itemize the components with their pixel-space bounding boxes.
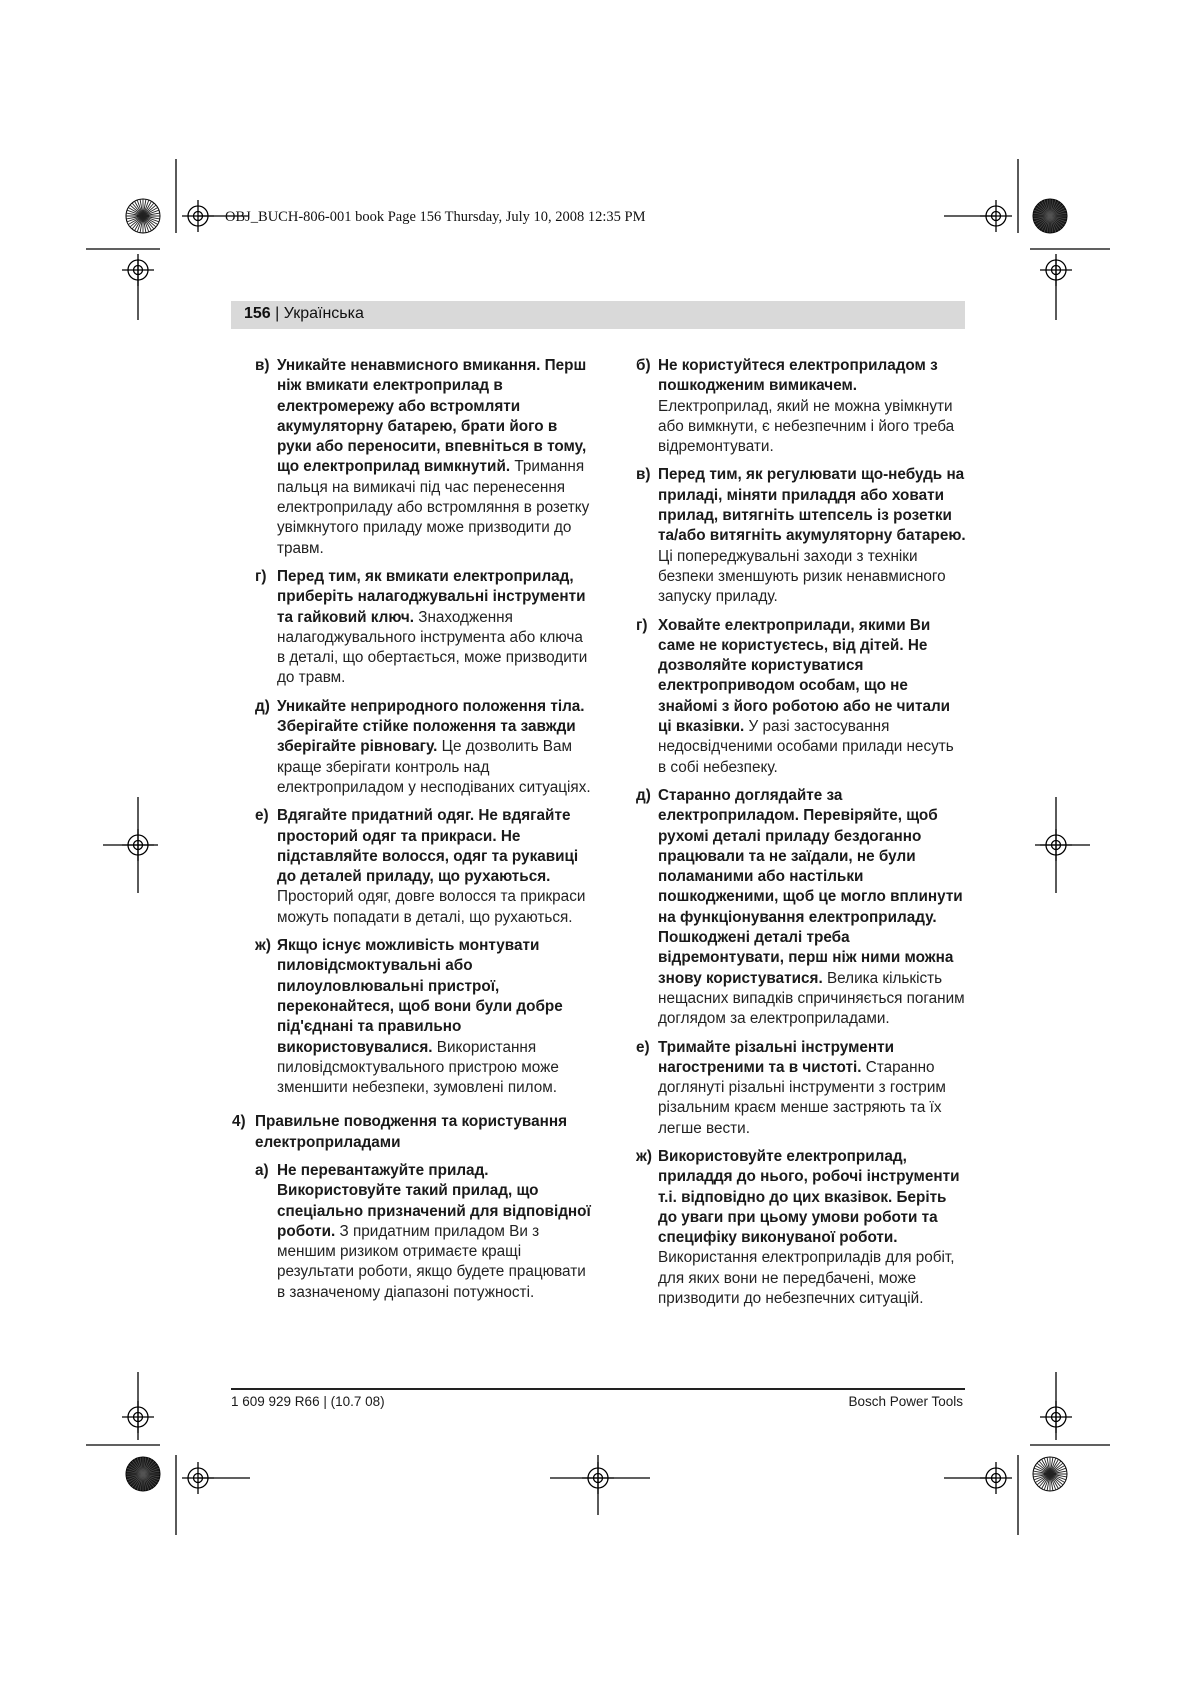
list-item [255,936,591,1098]
section-marker: 4) [232,1113,246,1131]
item-text: Велика кількість нещасних випадків спричиняється поганим доглядом за електроприладами. [658,969,965,1028]
item-bold-text: Не користуйтеся електроприладом з пошкодженим вимикачем. [658,357,938,395]
item-text: Ці попереджувальні заходи з техніки безпеки зменшують ризик ненавмисного запуску приладу. [658,547,946,606]
item-marker: е) [255,807,269,825]
item-text: Це дозволить Вам краще зберігати контроль над електроприладом у несподіваних ситуаціях. [277,738,591,796]
item-marker: д) [636,786,651,804]
item-marker: а) [255,1161,269,1179]
registration-mark-icon [582,1462,614,1494]
item-bold-text: Старанно доглядайте за електроприладом. Перевіряйте, щоб рухомі деталі приладу бездоганно працювали та не заїдали, не були поламаними або настільки пошкодженими, щоб це могло вплинути на функціонування електроприладу. Пошкоджені деталі треба відремонтувати, перш ніж ними можна знову користуватися. [658,786,963,987]
item-marker: ж) [636,1147,652,1165]
header-separator: | [270,305,284,322]
list-item [255,1161,591,1303]
item-marker: е) [636,1038,650,1056]
registration-mark-icon [1040,1401,1072,1433]
item-text: Просторий одяг, довге волосся та прикраси можуть попадати в деталі, що рухаються. [277,888,586,926]
registration-mark-icon [182,200,214,232]
item-text: З придатним приладом Ви з меншим ризиком отримаєте кращі результати роботи, якщо будете працювати в зазначеному діапазоні потужності. [277,1222,586,1301]
item-marker: б) [636,357,651,374]
color-target-icon [1033,1457,1067,1491]
item-text: Електроприлад, який не можна увімкнути або вимкнути, є небезпечним і його треба відремонтувати. [658,397,955,456]
list-item [255,567,591,689]
footer-doc-number: 1 609 929 R66 | (10.7 08) [231,1394,385,1409]
color-target-icon [126,199,160,233]
item-marker: г) [255,567,267,585]
registration-mark-icon [122,1401,154,1433]
page-header [244,305,364,323]
item-marker: в) [255,357,270,374]
list-item [255,806,591,928]
item-marker: д) [255,697,270,715]
list-item [636,616,966,778]
list-item [255,697,591,798]
left-column [232,356,591,1311]
item-marker: ж) [255,937,271,955]
print-slug: OBJ_BUCH-806-001 book Page 156 Thursday, July 10, 2008 12:35 PM [225,209,646,225]
item-bold-text: Перед тим, як регулювати що-небудь на приладі, міняти приладдя або ховати прилад, витягніть штепсель із розетки та/або витягніть акумуляторну батарею. [658,466,966,545]
registration-mark-icon [182,1462,214,1494]
item-bold-text: Ховайте електроприлади, якими Ви саме не користуєтесь, від дітей. Не дозволяйте користуватися електроприводом особам, що не знайомі з його роботою або не читали ці вказівки. [658,616,951,736]
item-text: У разі застосування недосвідченими особами прилади несуть в собі небезпеку. [658,718,954,776]
page-number: 156 [244,305,271,322]
list-item [636,786,966,1030]
header-language: Українська [283,305,364,322]
item-text: Використання електроприладів для робіт, для яких вони не передбачені, може призводити до небезпечних ситуацій. [658,1249,955,1308]
item-text: Знаходження налагоджувального інструмента або ключа в деталі, що обертається, може призводити до травм. [277,608,588,687]
color-target-icon [1033,199,1067,233]
item-bold-text: Перед тим, як вмикати електроприлад, приберіть налагоджувальні інструменти та гайковий ключ. [277,567,586,626]
footer-rule [231,1388,965,1390]
section-heading [232,1112,591,1153]
item-marker: в) [636,466,651,484]
registration-mark-icon [1040,829,1072,861]
item-text: Тримання пальця на вимикачі під час перенесення електроприладу або встромляння в розетку увімкнутого приладу може призводити до травм. [277,458,590,557]
registration-mark-icon [1040,254,1072,286]
item-bold-text: Використовуйте електроприлад, приладдя до нього, робочі інструменти т.і. відповідно до цих вказівок. Беріть до уваги при цьому умови роботи та специфіку виконуваної роботи. [658,1147,960,1247]
registration-mark-icon [122,829,154,861]
list-item [255,356,591,559]
registration-mark-icon [122,254,154,286]
list-item [636,465,966,607]
item-bold-text: Уникайте неприродного положення тіла. Зберігайте стійке положення та завжди зберігайте рівновагу. [277,697,585,756]
registration-mark-icon [980,200,1012,232]
color-target-icon [126,1457,160,1491]
footer-brand: Bosch Power Tools [848,1394,963,1409]
registration-mark-icon [980,1462,1012,1494]
right-column [636,356,966,1317]
section-title: Правильне поводження та користування електроприладами [255,1113,568,1151]
item-text: Використання пиловідсмоктувального пристрою може зменшити небезпеки, зумовлені пилом. [277,1038,559,1097]
item-bold-text: Якщо існує можливість монтувати пиловідсмоктувальні або пилоуловлювальні пристрої, переконайтеся, щоб вони були добре під'єднані та правильно використовувалися. [277,937,563,1056]
list-item [636,1147,966,1309]
list-item [636,356,966,457]
list-item [636,1038,966,1139]
item-bold-text: Вдягайте придатний одяг. Не вдягайте просторий одяг та прикраси. Не підставляйте волосся, одяг та рукавиці до деталей приладу, що рухаються. [277,807,579,886]
item-marker: г) [636,616,648,634]
item-bold-text: Тримайте різальні інструменти нагостреними та в чистоті. [658,1038,895,1076]
item-text: Старанно доглянуті різальні інструменти з гострим різальним краєм менше застряють та їх легше вести. [658,1058,946,1137]
item-bold-text: Уникайте ненавмисного вмикання. Перш ніж вмикати електроприлад в електромережу або встромляти акумуляторну батарею, брати його в руки або переносити, впевніться в тому, що електроприлад вимкнутий. [277,357,587,476]
item-bold-text: Не перевантажуйте прилад. Використовуйте такий прилад, що спеціально призначений для відповідної роботи. [277,1161,591,1240]
